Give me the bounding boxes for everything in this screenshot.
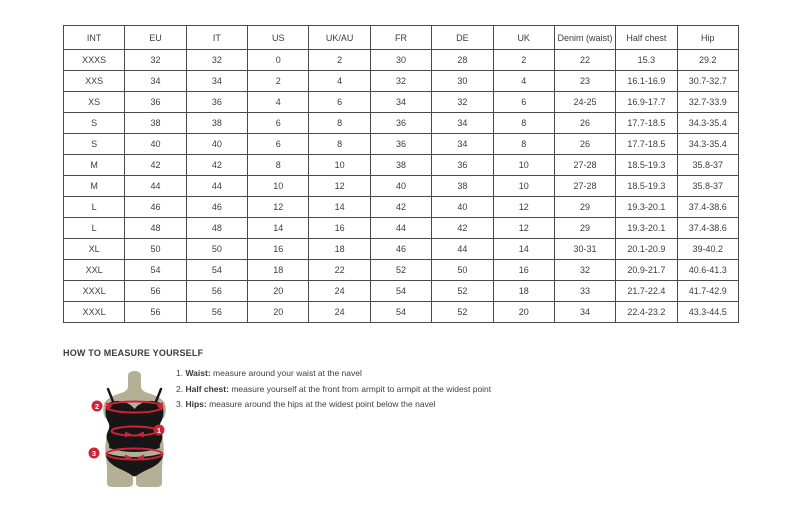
size-row (64, 281, 739, 302)
size-cell: 21.7-22.4 (616, 281, 677, 302)
size-cell: 22 (554, 50, 615, 71)
size-cell: 12 (248, 197, 309, 218)
size-cell: 4 (309, 71, 370, 92)
size-cell: XXXL (64, 281, 125, 302)
size-cell: 32 (432, 92, 493, 113)
size-cell: 24 (309, 281, 370, 302)
size-cell: 42 (125, 155, 186, 176)
size-cell: 16 (248, 239, 309, 260)
size-cell: 6 (493, 92, 554, 113)
size-cell: 16 (493, 260, 554, 281)
size-cell: 6 (248, 113, 309, 134)
size-cell: 35.8-37 (677, 155, 738, 176)
size-cell: 4 (493, 71, 554, 92)
size-cell: 32 (186, 50, 247, 71)
size-cell: XXXS (64, 50, 125, 71)
size-row (64, 92, 739, 113)
size-cell: 8 (309, 134, 370, 155)
size-cell: 32.7-33.9 (677, 92, 738, 113)
size-cell: 56 (186, 302, 247, 323)
size-cell: 8 (493, 134, 554, 155)
size-cell: 33 (554, 281, 615, 302)
item-number: 2. (176, 383, 184, 394)
size-row (64, 50, 739, 71)
size-cell: 32 (370, 71, 431, 92)
size-cell: 10 (309, 155, 370, 176)
item-number: 3. (176, 399, 184, 409)
size-cell: 40 (370, 176, 431, 197)
size-cell: 30.7-32.7 (677, 71, 738, 92)
size-cell: 27-28 (554, 155, 615, 176)
how-to-measure-section (0, 340, 798, 519)
size-cell: 18.5-19.3 (616, 176, 677, 197)
column-header: Half chest (616, 26, 677, 50)
size-cell: 19.3-20.1 (616, 218, 677, 239)
size-cell: 46 (186, 197, 247, 218)
column-header: UK (493, 26, 554, 50)
size-cell: 20 (493, 302, 554, 323)
measure-item-waist (176, 367, 491, 383)
size-cell: 14 (309, 197, 370, 218)
size-cell: 2 (493, 50, 554, 71)
size-cell: 40 (432, 197, 493, 218)
size-cell: XXL (64, 260, 125, 281)
size-cell: 16 (309, 218, 370, 239)
size-cell: 10 (493, 155, 554, 176)
size-cell: 12 (309, 176, 370, 197)
size-cell: 50 (186, 239, 247, 260)
column-header: FR (370, 26, 431, 50)
size-cell: 30 (432, 71, 493, 92)
measure-instructions (176, 367, 491, 414)
size-cell: 44 (125, 176, 186, 197)
size-cell: XXS (64, 71, 125, 92)
size-cell: 40.6-41.3 (677, 260, 738, 281)
size-cell: M (64, 155, 125, 176)
size-cell: 16.1-16.9 (616, 71, 677, 92)
column-header: Hip (677, 26, 738, 50)
column-header: Denim (waist) (554, 26, 615, 50)
size-cell: S (64, 113, 125, 134)
column-header: EU (125, 26, 186, 50)
size-cell: 36 (370, 134, 431, 155)
column-header: IT (186, 26, 247, 50)
size-cell: 29 (554, 218, 615, 239)
size-cell: 36 (186, 92, 247, 113)
size-cell: L (64, 218, 125, 239)
size-cell: 34 (432, 113, 493, 134)
item-description: measure yourself at the front from armpit to armpit at the widest point (231, 383, 492, 394)
size-cell: 20.1-20.9 (616, 239, 677, 260)
size-cell: 44 (370, 218, 431, 239)
size-cell: 36 (370, 113, 431, 134)
size-cell: 27-28 (554, 176, 615, 197)
size-cell: 44 (186, 176, 247, 197)
size-cell: 56 (125, 302, 186, 323)
size-cell: 22 (309, 260, 370, 281)
size-cell: 38 (186, 113, 247, 134)
size-cell: 41.7-42.9 (677, 281, 738, 302)
size-row (64, 218, 739, 239)
size-cell: S (64, 134, 125, 155)
size-row (64, 134, 739, 155)
size-cell: 43.3-44.5 (677, 302, 738, 323)
half-chest-badge (92, 401, 103, 412)
size-cell: 18 (493, 281, 554, 302)
size-cell: 56 (186, 281, 247, 302)
size-cell: 42 (370, 197, 431, 218)
size-cell: 18.5-19.3 (616, 155, 677, 176)
size-cell: 50 (432, 260, 493, 281)
size-cell: 35.8-37 (677, 176, 738, 197)
size-cell: 39-40.2 (677, 239, 738, 260)
size-cell: 32 (554, 260, 615, 281)
size-cell: XXXL (64, 302, 125, 323)
measure-heading: HOW TO MEASURE YOURSELF (63, 348, 204, 358)
size-cell: 8 (309, 113, 370, 134)
size-cell: L (64, 197, 125, 218)
waist-badge (154, 425, 165, 436)
size-cell: 20 (248, 302, 309, 323)
size-cell: 40 (186, 134, 247, 155)
size-row (64, 302, 739, 323)
size-cell: 54 (370, 281, 431, 302)
size-cell: M (64, 176, 125, 197)
size-cell: 15.3 (616, 50, 677, 71)
item-term: Waist: (185, 368, 211, 378)
size-cell: 34 (554, 302, 615, 323)
size-cell: 23 (554, 71, 615, 92)
size-cell: 18 (309, 239, 370, 260)
size-cell: 38 (125, 113, 186, 134)
size-cell: 16.9-17.7 (616, 92, 677, 113)
size-cell: 54 (186, 260, 247, 281)
size-cell: 29 (554, 197, 615, 218)
size-cell: 29.2 (677, 50, 738, 71)
size-cell: 34 (125, 71, 186, 92)
size-cell: 28 (432, 50, 493, 71)
hips-badge-number: 3 (91, 448, 97, 458)
size-cell: 10 (493, 176, 554, 197)
size-cell: 48 (125, 218, 186, 239)
size-cell: 36 (432, 155, 493, 176)
item-description: measure around your waist at the navel (213, 368, 362, 378)
item-number: 1. (176, 368, 184, 378)
size-cell: 2 (309, 50, 370, 71)
size-row (64, 176, 739, 197)
size-cell: 14 (493, 239, 554, 260)
size-cell: 44 (432, 239, 493, 260)
size-cell: 12 (493, 197, 554, 218)
size-cell: 42 (432, 218, 493, 239)
size-cell: 46 (370, 239, 431, 260)
size-cell: 17.7-18.5 (616, 113, 677, 134)
size-cell: 26 (554, 113, 615, 134)
size-cell: 34 (370, 92, 431, 113)
size-cell: 4 (248, 92, 309, 113)
size-cell: 2 (248, 71, 309, 92)
size-cell: 34 (186, 71, 247, 92)
size-cell: 17.7-18.5 (616, 134, 677, 155)
size-cell: 8 (493, 113, 554, 134)
size-cell: 34.3-35.4 (677, 113, 738, 134)
size-cell: 54 (125, 260, 186, 281)
size-cell: 37.4-38.6 (677, 197, 738, 218)
size-row (64, 113, 739, 134)
size-cell: 14 (248, 218, 309, 239)
size-cell: XL (64, 239, 125, 260)
size-cell: 48 (186, 218, 247, 239)
size-cell: 52 (432, 302, 493, 323)
size-cell: 38 (432, 176, 493, 197)
hips-badge (89, 448, 100, 459)
size-cell: 6 (309, 92, 370, 113)
column-header: US (248, 26, 309, 50)
size-chart-table (63, 25, 739, 323)
size-row (64, 155, 739, 176)
size-row (64, 71, 739, 92)
size-cell: 37.4-38.6 (677, 218, 738, 239)
size-cell: 34 (432, 134, 493, 155)
size-cell: 56 (125, 281, 186, 302)
column-header: UK/AU (309, 26, 370, 50)
size-cell: 24-25 (554, 92, 615, 113)
size-cell: 30 (370, 50, 431, 71)
size-cell: 42 (186, 155, 247, 176)
column-header: INT (64, 26, 125, 50)
size-cell: 8 (248, 155, 309, 176)
size-row (64, 197, 739, 218)
waist-badge-number: 1 (156, 425, 162, 435)
size-row (64, 260, 739, 281)
size-cell: 30-31 (554, 239, 615, 260)
size-cell: 36 (125, 92, 186, 113)
size-row (64, 239, 739, 260)
size-cell: XS (64, 92, 125, 113)
size-cell: 52 (370, 260, 431, 281)
size-cell: 20 (248, 281, 309, 302)
size-cell: 46 (125, 197, 186, 218)
size-cell: 26 (554, 134, 615, 155)
size-cell: 18 (248, 260, 309, 281)
size-cell: 52 (432, 281, 493, 302)
size-cell: 0 (248, 50, 309, 71)
size-cell: 20.9-21.7 (616, 260, 677, 281)
size-cell: 38 (370, 155, 431, 176)
size-cell: 24 (309, 302, 370, 323)
measure-item-hips (176, 398, 491, 414)
size-cell: 32 (125, 50, 186, 71)
measure-item-half-chest (176, 383, 491, 399)
size-cell: 40 (125, 134, 186, 155)
size-cell: 12 (493, 218, 554, 239)
item-description: measure around the hips at the widest point below the navel (209, 399, 436, 409)
size-cell: 54 (370, 302, 431, 323)
size-cell: 19.3-20.1 (616, 197, 677, 218)
column-header: DE (432, 26, 493, 50)
size-cell: 50 (125, 239, 186, 260)
half-chest-badge-number: 2 (94, 401, 100, 411)
item-term: Half chest: (185, 383, 229, 394)
size-cell: 34.3-35.4 (677, 134, 738, 155)
size-cell: 22.4-23.2 (616, 302, 677, 323)
item-term: Hips: (185, 399, 207, 409)
header-row (64, 26, 739, 50)
size-cell: 10 (248, 176, 309, 197)
size-cell: 6 (248, 134, 309, 155)
